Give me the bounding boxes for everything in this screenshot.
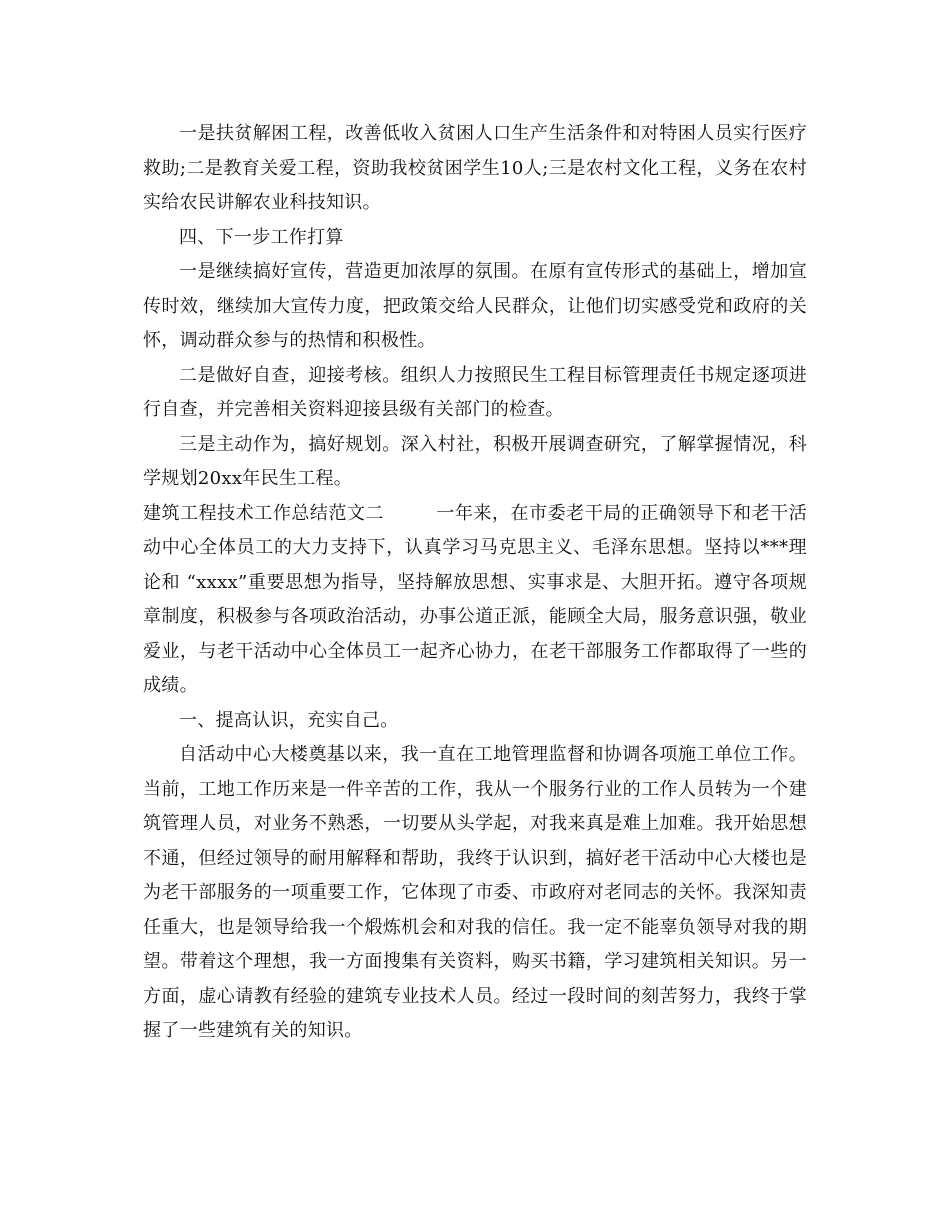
paragraph-self-inspection: 二是做好自查，迎接考核。组织人力按照民生工程目标管理责任书规定逐项进行自查，并完善相关资料迎接县级有关部门的检查。: [143, 364, 807, 420]
paragraph-planning: 三是主动作为，搞好规划。深入村社，积极开展调查研究，了解掌握情况，科学规划20xx年民生工程。: [143, 433, 807, 489]
section-intro: 一年来，在市委老干局的正确领导下和老干活动中心全体员工的大力支持下，认真学习马克思主义、毛泽东思想。坚持以***理论和 “xxxx”重要思想为指导，坚持解放思想、实事求是、大胆开拓。遵守各项规章制度，积极参与各项政治活动，办事公道正派，能顾全大局，服务意识强，敬业爱业，与老干活动中心全体员工一起齐心协力，在老干部服务工作都取得了一些的成绩。: [143, 502, 807, 696]
paragraph-site-management: 自活动中心大楼奠基以来，我一直在工地管理监督和协调各项施工单位工作。当前，工地工作历来是一件辛苦的工作，我从一个服务行业的工作人员转为一个建筑管理人员，对业务不熟悉，一切要从头学起，对我来真是难上加难。我开始思想不通，但经过领导的耐用解释和帮助，我终于认识到，搞好老干活动中心大楼也是为老干部服务的一项重要工作，它体现了市委、市政府对老同志的关怀。我深知责任重大，也是领导给我一个煅炼机会和对我的信任。我一定不能辜负领导对我的期望。带着这个理想，我一方面搜集有关资料，购买书籍，学习建筑相关知识。另一方面，虚心请教有经验的建筑专业技术人员。经过一段时间的刻苦努力，我终于掌握了一些建筑有关的知识。: [143, 744, 807, 1041]
heading-raise-awareness: 一、提高认识，充实自己。: [179, 709, 399, 731]
section-title: 建筑工程技术工作总结范文二: [143, 502, 385, 524]
paragraph-poverty-projects: 一是扶贫解困工程，改善低收入贫困人口生产生活条件和对特困人员实行医疗救助;二是教育关爱工程，资助我校贫困学生10人;三是农村文化工程，义务在农村实给农民讲解农业科技知识。: [143, 123, 807, 213]
paragraph-publicity: 一是继续搞好宣传，营造更加浓厚的氛围。在原有宣传形式的基础上，增加宣传时效，继续加大宣传力度，把政策交给人民群众，让他们切实感受党和政府的关怀，调动群众参与的热情和积极性。: [143, 261, 807, 351]
paragraph-section-two: [143, 497, 807, 704]
document-body: [143, 117, 807, 1049]
heading-next-steps: 四、下一步工作打算: [179, 226, 344, 248]
